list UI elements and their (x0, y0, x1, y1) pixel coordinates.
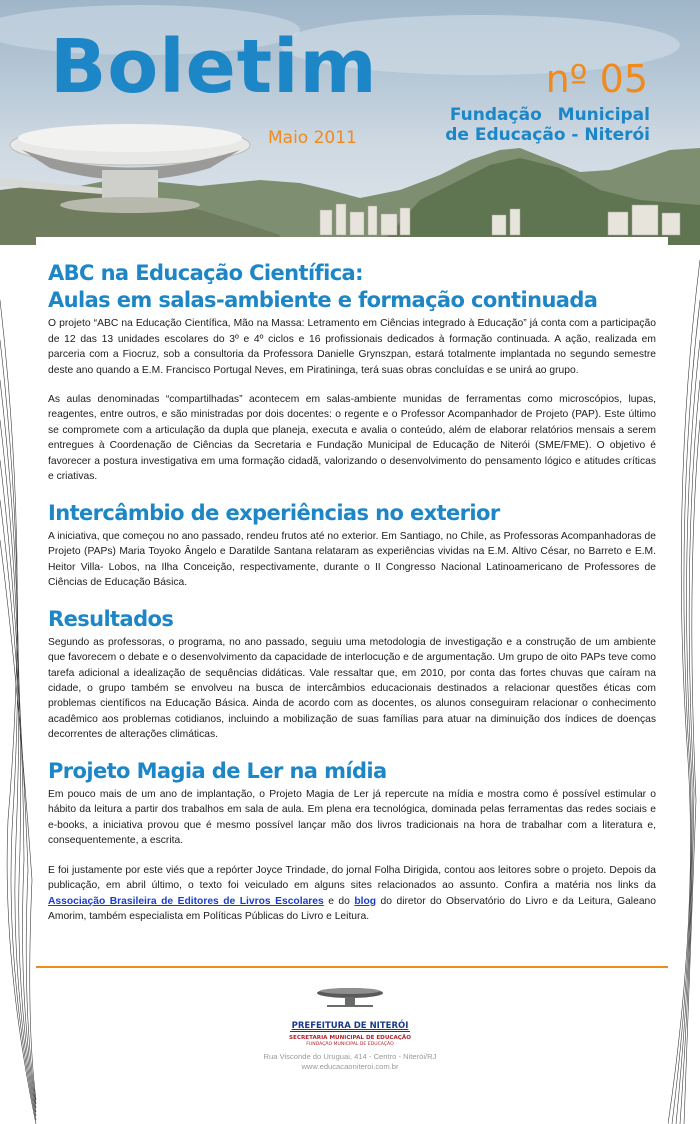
organization-line-1: Fundação Municipal (449, 105, 650, 125)
article-panel (36, 237, 668, 970)
article-resultados-paragraph: Segundo as professoras, o programa, no ano passado, seguiu uma metodologia de investigação e a construção de um ambiente que favorecem o debate e o desenvolvimento da capacidade de interlocução e de argumentação. Um grupo de oito PAPs teve como tarefa adicional a idealização de sequências didáticas. Vale ressaltar que, em 2010, por conta das fortes chuvas que caíram na cidade, o grupo também se envolveu na busca de intercâmbios educacionais destinados a relacionar questões éticas com problemas científicos na Educação Básica. Ainda de acordo com as docentes, os alunos conseguiram relacionar o conhecimento acadêmico aos problemas cotidianos, incluindo a mobilização de suas famílias para atuar na diminuição dos índices de doenças decorrentes de alterações climáticas. (48, 636, 656, 741)
footer-website[interactable]: www.educacaoniteroi.com.br (301, 1062, 399, 1072)
blog-link[interactable]: blog (354, 895, 377, 907)
article-magia-paragraph-2 (48, 863, 656, 925)
article-resultados-heading: Resultados (48, 606, 174, 631)
prefeitura-logo-icon (315, 985, 385, 1009)
article-abc-heading-line-1: ABC na Educação Científica: (48, 261, 363, 285)
article-magia-heading: Projeto Magia de Ler na mídia (48, 758, 387, 783)
footer-address: Rua Visconde do Uruguai, 414 - Centro - Niterói/RJ (263, 1052, 437, 1061)
issue-number: nº 05 (545, 57, 648, 101)
logo-subtitle-fundacao: FUNDAÇÃO MUNICIPAL DE EDUCAÇÃO (306, 1042, 394, 1047)
article-abc-heading-line-2: Aulas em salas-ambiente e formação continuada (48, 288, 598, 313)
footer-divider (36, 966, 668, 968)
article-magia-text-end: do diretor do Observatório do Livro e da Leitura, Galeano Amorim, também especialista em Políticas Públicas do Livro e Leitura. (48, 895, 656, 922)
logo-wordmark: PREFEITURA DE NITERÓI (291, 1021, 409, 1031)
article-abc-paragraph-2: As aulas denominadas “compartilhadas” acontecem em salas-ambiente munidas de ferramentas como microscópios, lupas, reagentes, entre outros, e são ministradas por dois docentes: o regente e o Professor Acompanhador de Projeto (PAP). Este último se compromete com a articulação da dupla que planeja, executa e avalia o conteúdo, além de elaborar relatórios mensais a serem entregues à Coordenação de Ciências da Secretaria e Fundação Municipal de Educação de Niterói (SME/FME). O objetivo é favorecer a postura investigativa em uma formação cidadã, valorizando o desenvolvimento do pensamento lógico e atitudes críticas e criativas. (48, 394, 656, 483)
logo-subtitle-secretaria: SECRETARIA MUNICIPAL DE EDUCAÇÃO (289, 1035, 411, 1041)
organization-line-2: de Educação - Niterói (445, 125, 650, 146)
organization-name (445, 105, 650, 146)
masthead-title: Boletim (50, 24, 378, 110)
footer (0, 985, 700, 1073)
article-intercambio-heading: Intercâmbio de experiências no exterior (48, 500, 500, 525)
header-banner (0, 0, 700, 245)
article-magia-paragraph-1: Em pouco mais de um ano de implantação, o Projeto Magia de Ler já repercute na mídia e mostra como é possível estimular o hábito da leitura a partir dos trabalhos em sala de aula. Em plena era tecnológica, dominada pelas ferramentas das redes sociais e e-books, a iniciativa provou que é mesmo possível lançar mão dos livros tradicionais na hora de trabalhar com a literatura e, consequentemente, a escrita. (48, 788, 656, 847)
article-intercambio-paragraph: A iniciativa, que começou no ano passado, rendeu frutos até no exterior. Em Santiago, no Chile, as Professoras Acompanhadoras de Projeto (PAPs) Maria Toyoko Ângelo e Daratilde Santana relataram as experiências vividas na E.M. Altivo César, no Barreto e E.M. Heitor Villa- Lobos, na Ilha Conceição, respectivamente, durante o II Congresso Nacional Latinoamericano de Professores de Ciências de Educação Básica. (48, 530, 656, 589)
issue-date: Maio 2011 (268, 128, 357, 148)
article-abc-paragraph-1: O projeto “ABC na Educação Científica, Mão na Massa: Letramento em Ciências integrado à Educação” já conta com a participação de 12 das 13 unidades escolares do 3º e 4º ciclos e 16 profissionais dedicados à formação continuada. A ação, realizada em parceria com a Fiocruz, sob a consultoria da Professora Danielle Grynszpan, estará totalmente implantada no segundo semestre deste ano quando a E.M. Francisco Portugal Neves, em Piratininga, terá suas obras concluídas e se unirá ao grupo. (48, 318, 656, 376)
article-magia-text-mid: e do (323, 895, 355, 907)
article-magia-text-start: E foi justamente por este viés que a repórter Joyce Trindade, do jornal Folha Dirigida, contou aos leitores sobre o projeto. Depois da publicação, em abril último, o texto foi veiculado em alguns sites relacionados ao assunto. Confira a matéria nos links da (48, 864, 656, 892)
abrelivros-link[interactable]: Associação Brasileira de Editores de Livros Escolares (48, 895, 324, 907)
